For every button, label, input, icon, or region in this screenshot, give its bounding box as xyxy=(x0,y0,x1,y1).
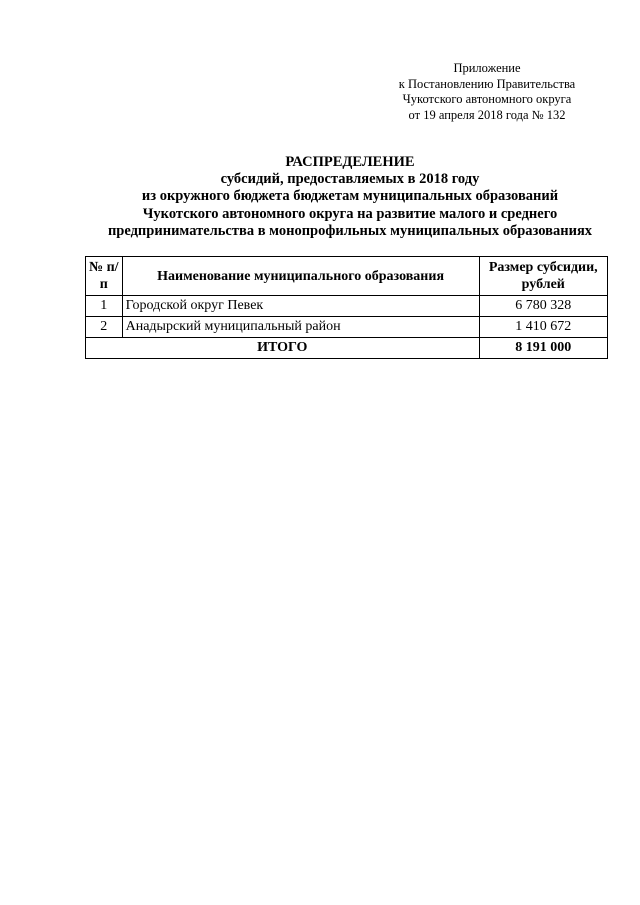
total-amount: 8 191 000 xyxy=(479,338,607,359)
document-title xyxy=(60,154,640,240)
title-line-4: Чукотского автономного округа на развитие малого и среднего xyxy=(142,205,558,222)
row-num: 1 xyxy=(86,296,123,317)
subsidy-table xyxy=(85,256,608,359)
title-line-2: субсидий, предоставляемых в 2018 году xyxy=(220,171,480,188)
appendix-resolution-ref: к Постановлению Правительства xyxy=(398,76,576,91)
title-line-5: предпринимательства в монопрофильных муниципальных образованиях xyxy=(107,222,593,239)
table-row xyxy=(86,317,608,338)
appendix-label: Приложение xyxy=(453,61,521,75)
appendix-region: Чукотского автономного округа xyxy=(402,92,572,106)
row-amount: 6 780 328 xyxy=(479,296,607,317)
title-line-1: РАСПРЕДЕЛЕНИЕ xyxy=(285,154,415,170)
appendix-header xyxy=(377,61,597,123)
total-row xyxy=(86,338,608,359)
title-line-3: из окружного бюджета бюджетам муниципальных образований xyxy=(141,188,559,205)
row-num: 2 xyxy=(86,317,123,338)
row-amount: 1 410 672 xyxy=(479,317,607,338)
appendix-date-number: от 19 апреля 2018 года № 132 xyxy=(408,107,566,122)
header-num: № п/п xyxy=(86,257,123,296)
total-label: ИТОГО xyxy=(86,338,480,359)
row-name: Городской округ Певек xyxy=(122,296,479,317)
table-row xyxy=(86,296,608,317)
row-name: Анадырский муниципальный район xyxy=(122,317,479,338)
header-amount: Размер субсидии, рублей xyxy=(479,257,607,296)
table-header-row xyxy=(86,257,608,296)
header-name: Наименование муниципального образования xyxy=(122,257,479,296)
